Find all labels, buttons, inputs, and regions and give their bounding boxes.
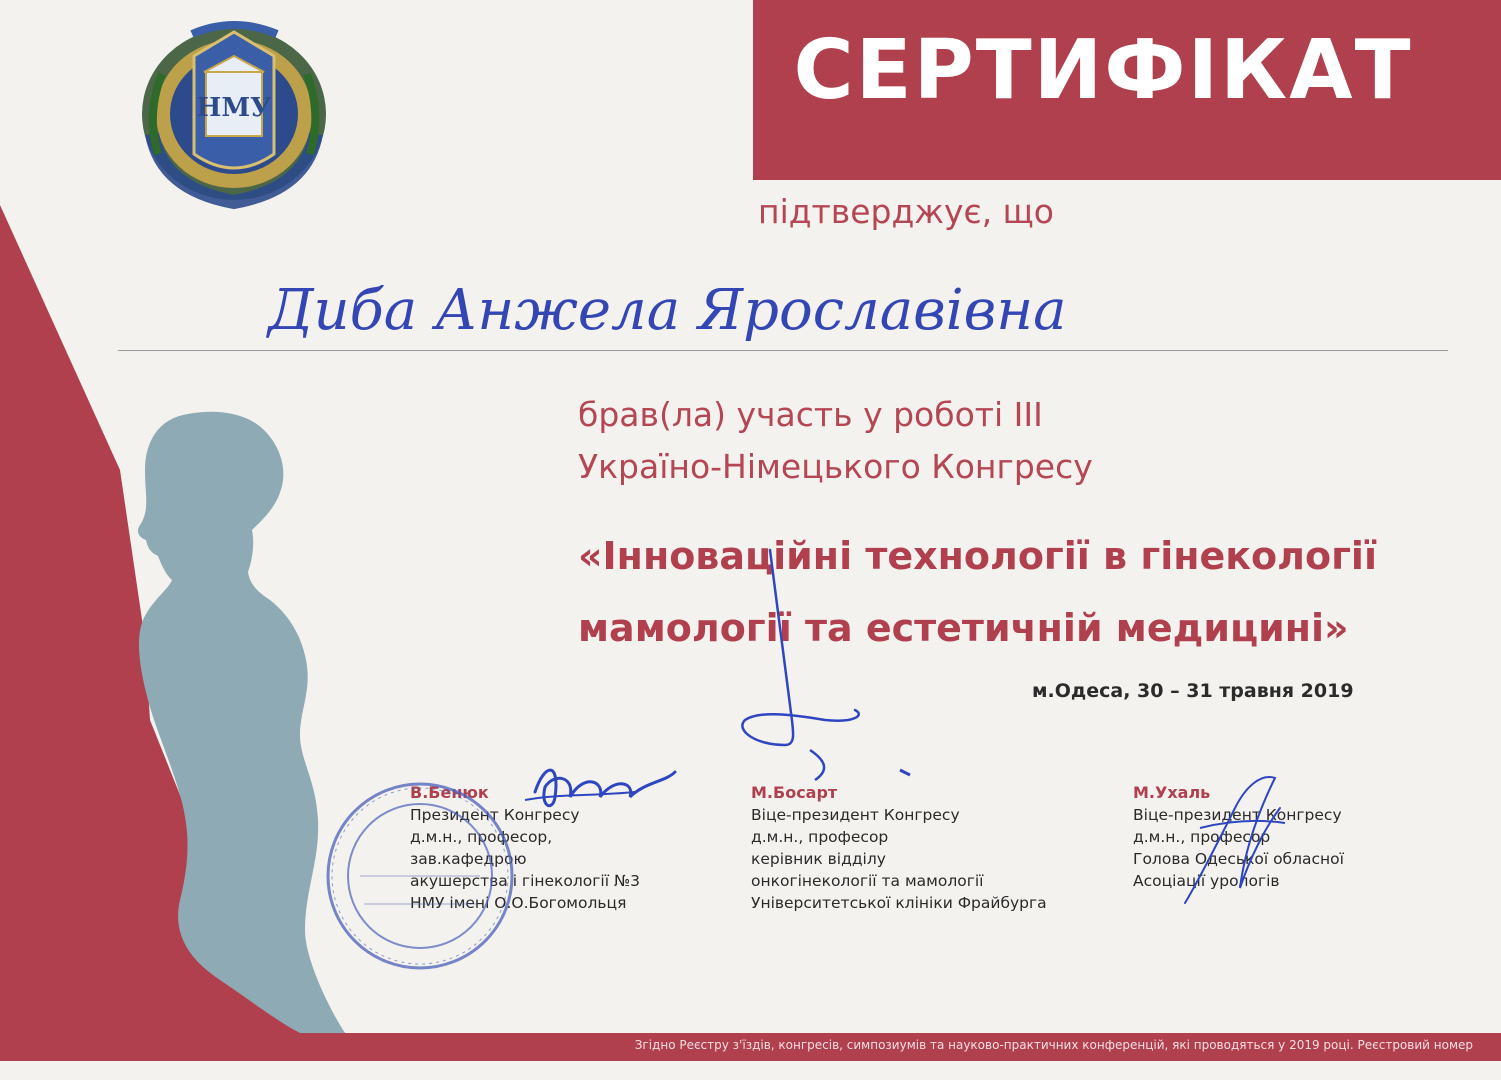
topic-line-1: «Інноваційні технології в гінекології [578,534,1377,578]
participation-line-2: Україно-Німецького Конгресу [578,447,1093,486]
signatory-role-line: д.м.н., професор [751,828,889,846]
participation-line-1: брав(ла) участь у роботі III [578,395,1043,434]
signatory-role-line: акушерства і гінекології №3 [410,872,640,890]
university-emblem-icon [132,14,337,210]
signatory-role-line: керівник відділу [751,850,886,868]
signatory-name: М.Ухаль [1133,783,1211,802]
place-and-date: м.Одеса, 30 – 31 травня 2019 [1032,680,1354,702]
round-seal-icon [320,776,520,976]
signatory-role-line: онкогінекології та мамології [751,872,984,890]
topic-line-2: мамології та естетичній медицині» [578,606,1349,650]
signatory-role-line: Президент Конгресу [410,806,580,824]
signatory-role-line: НМУ імені О.О.Богомольця [410,894,627,912]
signatory-role-line: д.м.н., професор [1133,828,1271,846]
svg-text:НМУ: НМУ [196,93,272,123]
congress-topic [578,520,1498,664]
signatory-role-line: Асоціації урологів [1133,872,1280,890]
name-underline [118,350,1448,351]
signatory-role-line: Університетської клініки Фрайбурга [751,894,1047,912]
participation-text [578,389,1458,493]
confirms-text: підтверджує, що [758,192,1054,231]
signatory-role-line: зав.кафедрою [410,850,527,868]
signatory-role-line: Голова Одеської обласної [1133,850,1344,868]
signatory-role-line: д.м.н., професор, [410,828,553,846]
footer-registry-note: Згідно Реєстру з'їздів, конгресів, симпозиумів та науково-практичних конференцій, які проводяться у 2019 році. Реєстровий номер [634,1038,1473,1052]
signatory-name: М.Босарт [751,783,838,802]
title-banner [753,0,1501,180]
signatory-3 [1133,782,1344,892]
signatory-role-line: Віце-президент Конгресу [1133,806,1342,824]
recipient-name: Диба Анжела Ярославівна [268,278,1067,343]
signatory-name: В.Бенюк [410,783,489,802]
signatory-2 [751,782,1047,914]
signatory-role-line: Віце-президент Конгресу [751,806,960,824]
certificate-title: СЕРТИФІКАТ [793,23,1413,118]
